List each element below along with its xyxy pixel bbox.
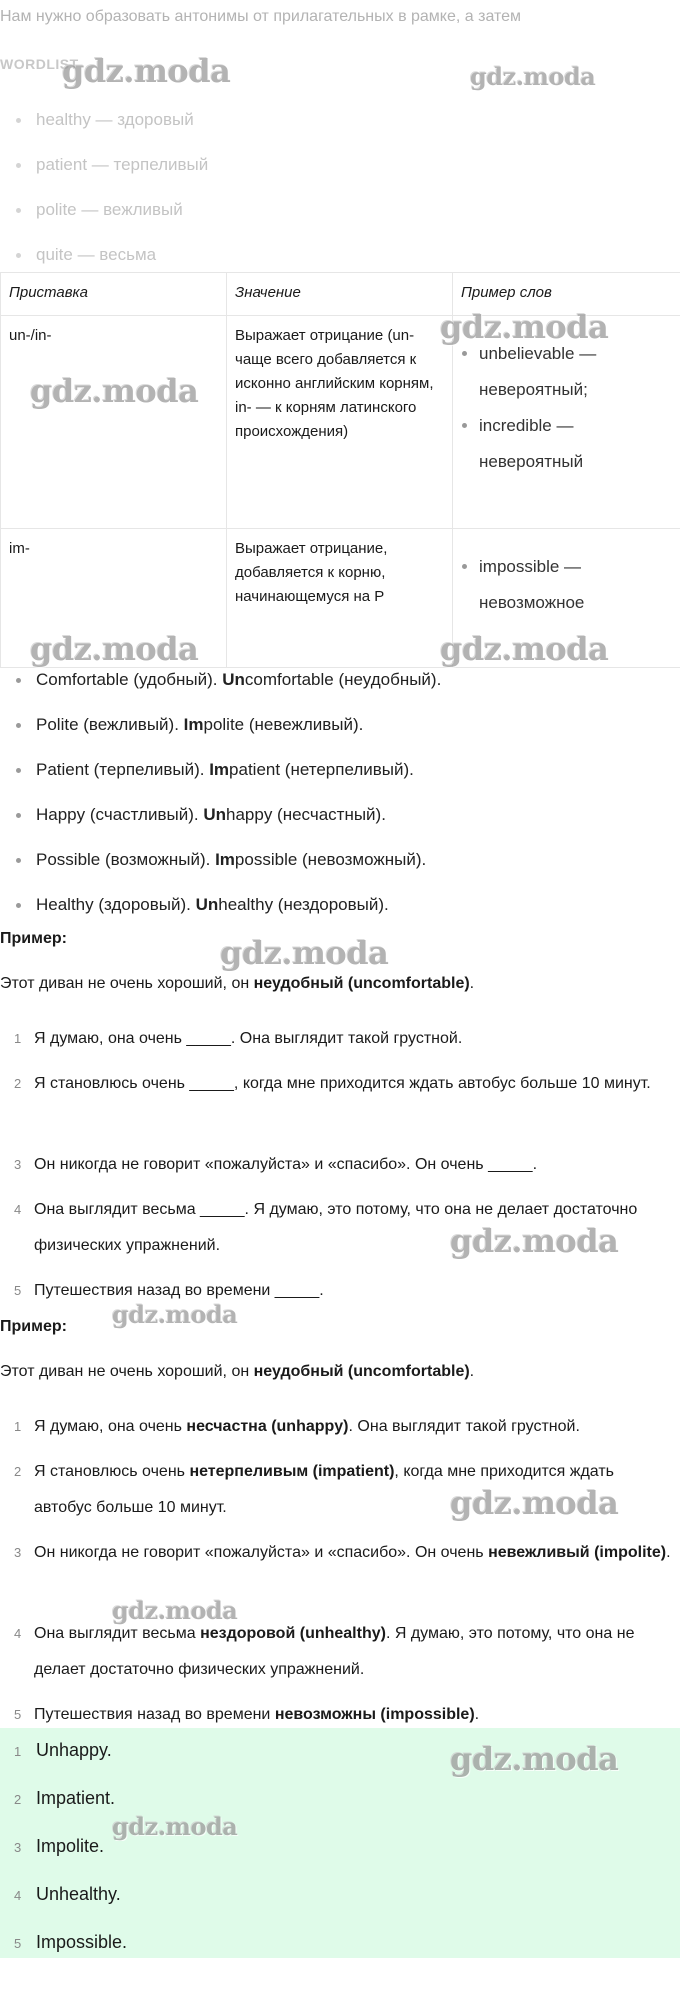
watermark: gdz.moda xyxy=(112,1812,238,1841)
intro-text: Нам нужно образовать антонимы от прилагательных в рамке, а затем xyxy=(0,8,522,25)
answer-item: 2 Impatient. xyxy=(14,1788,116,1808)
example-word: • impossible — невозможное xyxy=(479,549,672,621)
antonym-item: Polite (вежливый). Impolite (невежливый). xyxy=(16,715,363,735)
example-sentence: Этот диван не очень хороший, он неудобный (uncomfortable). xyxy=(0,1363,475,1380)
bullet-icon xyxy=(16,813,21,818)
table-cell-meaning: Выражает отрицание (un- чаще всего добавляется к исконно английским корням, in- — к корням латинского происхождения) xyxy=(227,316,453,529)
watermark: gdz.moda xyxy=(220,934,389,972)
wordlist-item: polite — вежливый xyxy=(16,200,183,220)
answer-item: 5 Impossible. xyxy=(14,1932,128,1952)
antonym-item: Comfortable (удобный). Uncomfortable (неудобный). xyxy=(16,670,441,690)
example-sentence: Этот диван не очень хороший, он неудобный (uncomfortable). xyxy=(0,975,475,992)
table-header: Пример слов xyxy=(453,273,680,316)
exercise-item: 3 Он никогда не говорит «пожалуйста» и «спасибо». Он очень _____. xyxy=(14,1156,538,1173)
table-cell-prefix: un-/in- xyxy=(1,316,227,529)
bullet-icon xyxy=(16,678,21,683)
table-header: Приставка xyxy=(1,273,227,316)
wordlist-item: healthy — здоровый xyxy=(16,110,194,130)
watermark: gdz.moda xyxy=(450,1740,619,1778)
exercise-item: 4 Она выглядит весьма _____. Я думаю, это потому, что она не делает достаточно физических упражнений. xyxy=(14,1201,638,1254)
watermark: gdz.moda xyxy=(112,1596,238,1625)
bullet-icon xyxy=(16,118,21,123)
example-word: • incredible — невероятный xyxy=(479,408,672,480)
watermark: gdz.moda xyxy=(112,1300,238,1329)
answer-item: 1 Unhappy. xyxy=(14,1740,112,1760)
watermark: gdz.moda xyxy=(450,1484,619,1522)
wordlist-item: patient — терпеливый xyxy=(16,155,208,175)
watermark: gdz.moda xyxy=(30,630,199,668)
bullet-icon xyxy=(16,903,21,908)
example-label: Пример: xyxy=(0,1318,67,1335)
answer-item: 4 Unhealthy. xyxy=(14,1884,121,1904)
bullet-icon xyxy=(16,723,21,728)
solved-item: 4 Она выглядит весьма нездоровой (unhealthy). Я думаю, это потому, что она не делает достаточно физических упражнений. xyxy=(14,1625,635,1678)
bullet-icon xyxy=(16,858,21,863)
table-row xyxy=(1,316,680,529)
wordlist-label: WORDLIST xyxy=(0,56,79,72)
solved-item: 1 Я думаю, она очень несчастна (unhappy). Она выглядит такой грустной. xyxy=(14,1418,580,1435)
antonym-item: Happy (счастливый). Unhappy (несчастный). xyxy=(16,805,386,825)
wordlist-item: quite — весьма xyxy=(16,245,156,265)
antonym-item: Possible (возможный). Impossible (невозможный). xyxy=(16,850,426,870)
exercise-item: 5 Путешествия назад во времени _____. xyxy=(14,1282,324,1299)
antonym-item: Healthy (здоровый). Unhealthy (нездоровый). xyxy=(16,895,389,915)
watermark: gdz.moda xyxy=(450,1222,619,1260)
table-cell-prefix: im- xyxy=(1,529,227,668)
watermark: gdz.moda xyxy=(470,62,596,91)
solved-item: 3 Он никогда не говорит «пожалуйста» и «спасибо». Он очень невежливый (impolite). xyxy=(14,1544,671,1561)
antonym-item: Patient (терпеливый). Impatient (нетерпеливый). xyxy=(16,760,414,780)
exercise-item: 2 Я становлюсь очень _____, когда мне приходится ждать автобус больше 10 минут. xyxy=(14,1075,651,1092)
table-header: Значение xyxy=(227,273,453,316)
watermark: gdz.moda xyxy=(440,630,609,668)
watermark: gdz.moda xyxy=(440,308,609,346)
table-cell-examples xyxy=(453,316,680,529)
bullet-icon xyxy=(16,768,21,773)
bullet-icon xyxy=(16,163,21,168)
watermark: gdz.moda xyxy=(30,372,199,410)
solved-item: 2 Я становлюсь очень нетерпеливым (impatient), когда мне приходится ждать автобус больше 10 минут. xyxy=(14,1463,615,1516)
example-label: Пример: xyxy=(0,930,67,947)
answer-item: 3 Impolite. xyxy=(14,1836,105,1856)
bullet-icon xyxy=(16,208,21,213)
watermark: gdz.moda xyxy=(62,52,231,90)
table-cell-meaning: Выражает отрицание, добавляется к корню, начинающемуся на P xyxy=(227,529,453,668)
example-word: • unbelievable — невероятный; xyxy=(479,336,672,408)
solved-item: 5 Путешествия назад во времени невозможны (impossible). xyxy=(14,1706,480,1723)
bullet-icon xyxy=(16,253,21,258)
exercise-item: 1 Я думаю, она очень _____. Она выглядит такой грустной. xyxy=(14,1030,463,1047)
